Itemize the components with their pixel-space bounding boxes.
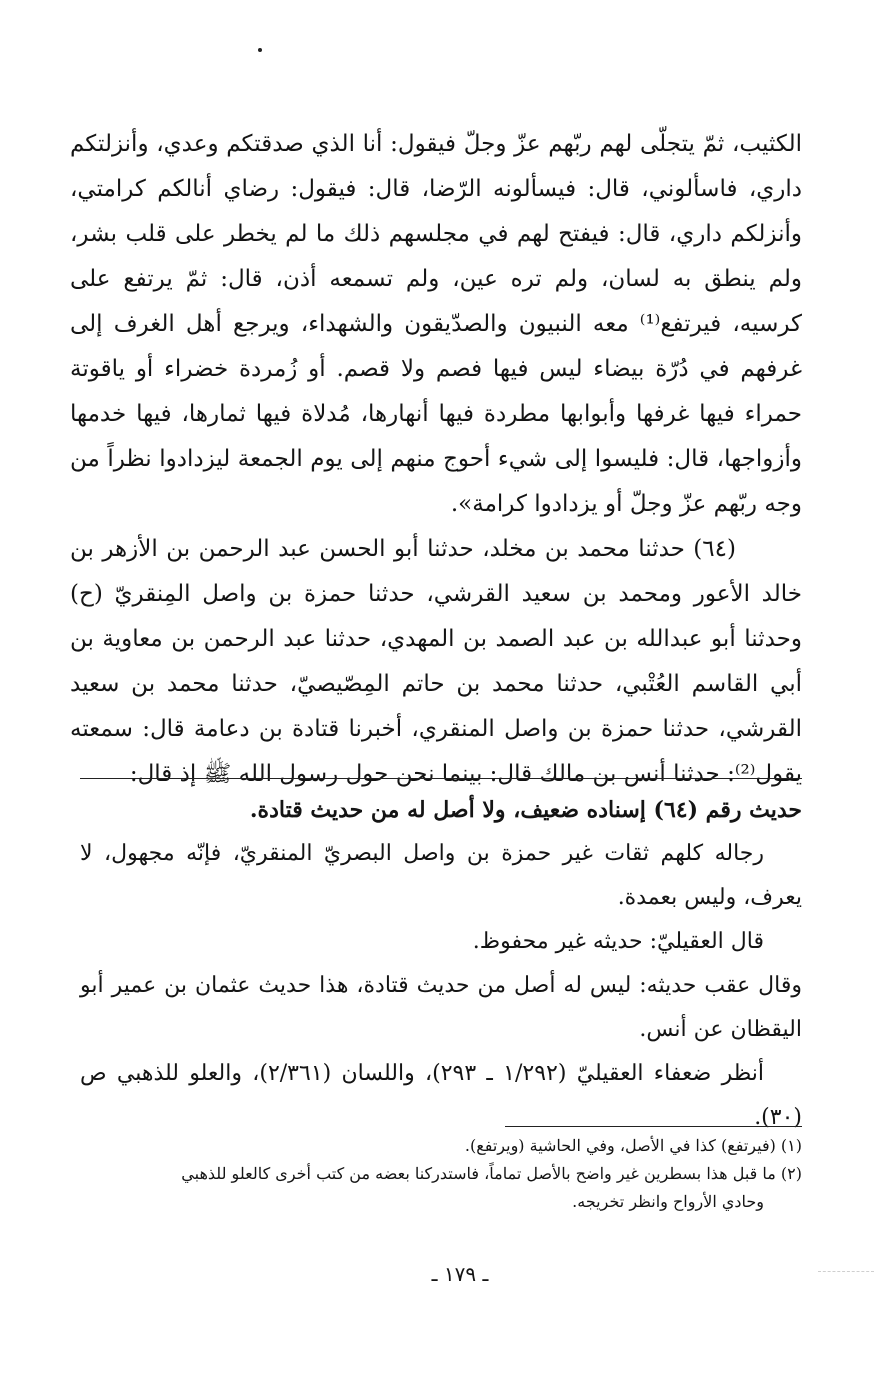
scan-edge-mark <box>818 1271 874 1272</box>
footnote-2-continuation: وحادي الأرواح وانظر تخريجه. <box>572 1192 764 1211</box>
footnotes <box>80 1132 802 1216</box>
main-text-block <box>70 122 802 797</box>
footnote-2: (٢) ما قبل هذا بسطرين غير واضح بالأصل تماماً، فاستدركنا بعضه من كتب أخرى كالعلو للذهبي <box>181 1164 802 1183</box>
main-paragraph-1: الكثيب، ثمّ يتجلّى لهم ربّهم عزّ وجلّ فيقول: أنا الذي صدقتكم وعدي، وأنزلتكم داري، فاسألوني، قال: فيسألونه الرّضا، قال: فيقول: رضاي أنالكم كرامتي، وأنزلكم داري، قال: فيفتح لهم في مجلسهم ذلك ما لم يخطر على قلب بشر، ولم ينطق به لسان، ولم تره عين، ولم تسمعه أذن، قال: ثمّ يرتفع على كرسيه، فيرتفع⁽¹⁾ معه النبيون والصدّيقون والشهداء، ويرجع أهل الغرف إلى غرفهم في دُرّة بيضاء ليس فيها فصم ولا قصم. أو زُمردة خضراء أو ياقوتة حمراء فيها غرفها وأبوابها مطردة فيها أنهارها، مُدلاة فيها ثمارها، فيها خدمها وأزواجها، قال: فليسوا إلى شيء أحوج منهم إلى يوم الجمعة ليزدادوا نظراً من وجه ربّهم عزّ وجلّ أو يزدادوا كرامة». <box>70 131 802 517</box>
footnote-1: (١) (فيرتفع) كذا في الأصل، وفي الحاشية (ويرتفع). <box>464 1136 802 1155</box>
commentary-heading: حديث رقم (٦٤) إسناده ضعيف، ولا أصل له من حديث قتادة. <box>249 797 802 823</box>
footnote-separator-rule <box>505 1126 802 1127</box>
hadith-commentary <box>80 788 802 1140</box>
commentary-paragraph-2: قال العقيليّ: حديثه غير محفوظ. <box>472 929 764 954</box>
commentary-paragraph-1: رجاله كلهم ثقات غير حمزة بن واصل البصريّ المنقريّ، فإنّه مجهول، لا يعرف، وليس بعمدة. <box>80 841 802 910</box>
text-separator-rule <box>80 778 802 779</box>
commentary-paragraph-4: أنظر ضعفاء العقيليّ (١/٢٩٢ ـ ٢٩٣)، واللسان (٢/٣٦١)، والعلو للذهبي ص (٣٠). <box>80 1061 802 1130</box>
page-number: ـ ١٧٩ ـ <box>431 1262 489 1286</box>
commentary-paragraph-3: وقال عقب حديثه: ليس له أصل من حديث قتادة، هذا حديث عثمان بن عمير أبو اليقظان عن أنس. <box>80 973 802 1042</box>
page-speck <box>258 48 262 52</box>
main-paragraph-2: (٦٤) حدثنا محمد بن مخلد، حدثنا أبو الحسن عبد الرحمن بن الأزهر بن خالد الأعور ومحمد بن سعيد القرشي، حدثنا حمزة بن واصل المِنقريّ (ح) وحدثنا أبو عبدالله بن عبد الصمد بن المهدي، حدثنا عبد الرحمن بن معاوية بن أبي القاسم العُتْبي، حدثنا محمد بن حاتم المِصّيصيّ، حدثنا محمد بن سعيد القرشي، حدثنا حمزة بن واصل المنقري، أخبرنا قتادة بن دعامة قال: سمعته يقول⁽²⁾: حدثنا أنس بن مالك قال: بينما نحن حول رسول الله ﷺ إذ قال: <box>70 536 802 787</box>
